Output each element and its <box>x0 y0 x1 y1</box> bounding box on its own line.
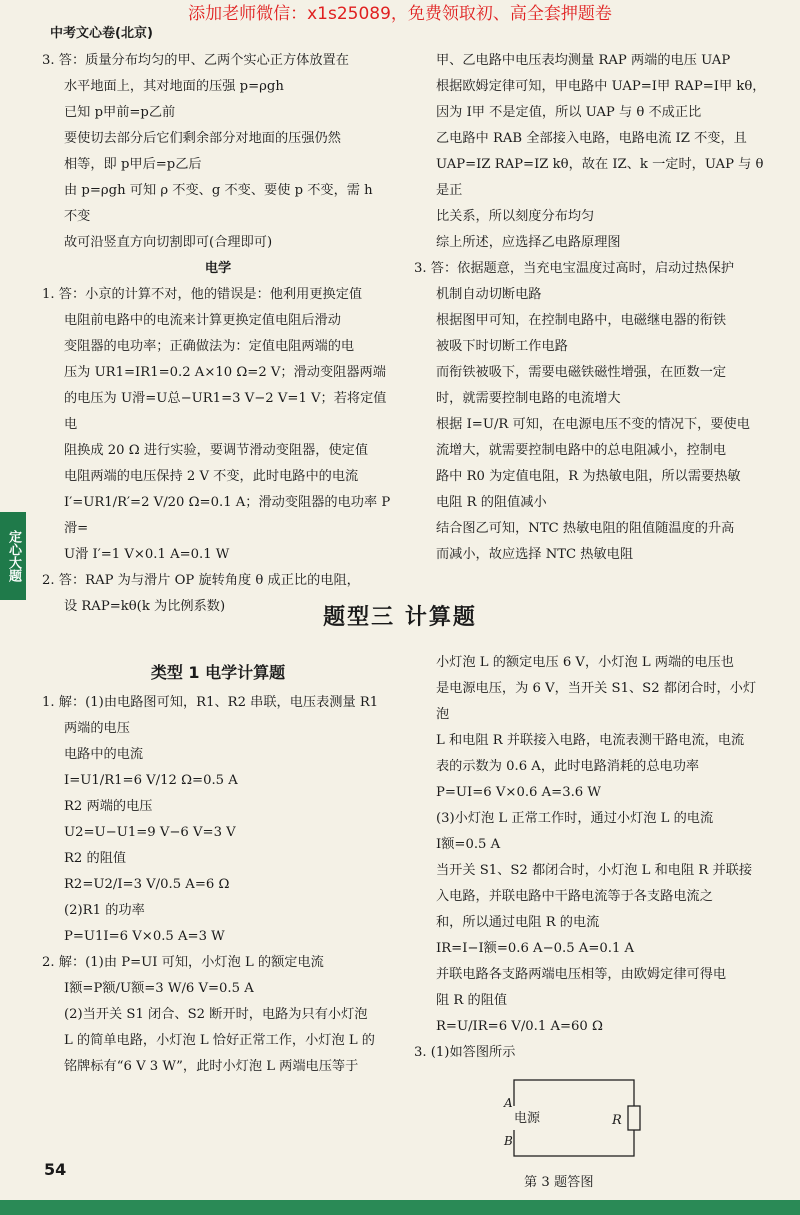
promo-banner: 添加老师微信：x1s25089，免费领取初、高全套押题卷 <box>188 4 612 24</box>
formula-line: I=U1/R1=6 V/12 Ω=0.5 A <box>64 773 238 788</box>
right-column-top <box>414 48 766 568</box>
text-line: 乙电路中 RAB 全部接入电路，电路电流 IZ 不变，且 <box>436 131 747 146</box>
text-line: 已知 p甲前=p乙前 <box>64 105 176 120</box>
text-line: 两端的电压 <box>64 721 130 736</box>
text-line: 阻 R 的阻值 <box>436 993 508 1008</box>
text-line: 电阻前电路中的电流来计算更换定值电阻后滑动 <box>64 313 341 328</box>
text-line: 阻换成 20 Ω 进行实验，要调节滑动变阻器，使定值 <box>64 443 369 458</box>
formula-line: R2=U2/I=3 V/0.5 A=6 Ω <box>64 877 230 892</box>
text-line: (3)小灯泡 L 正常工作时，通过小灯泡 L 的电流 <box>436 811 714 826</box>
formula-line: P=UI=6 V×0.6 A=3.6 W <box>436 785 601 800</box>
text-line: 压为 UR1=IR1=0.2 A×10 Ω=2 V；滑动变阻器两端 <box>64 365 386 380</box>
text-line: 机制自动切断电路 <box>436 287 542 302</box>
formula-line: I额=P额/U额=3 W/6 V=0.5 A <box>64 981 254 996</box>
left-column-bottom <box>42 660 394 1080</box>
text-line: 电阻 R 的阻值减小 <box>436 495 547 510</box>
text-line: (2)R1 的功率 <box>64 903 145 918</box>
text-line: 小灯泡 L 的额定电压 6 V，小灯泡 L 两端的电压也 <box>436 655 734 670</box>
text-line: 因为 I甲 不是定值，所以 UAP 与 θ 不成正比 <box>436 105 702 120</box>
text-line: 并联电路各支路两端电压相等，由欧姆定律可得电 <box>436 967 727 982</box>
label-source: 电源 <box>514 1111 541 1126</box>
section-title: 题型三 计算题 <box>323 605 477 630</box>
text-line: 设 RAP=kθ(k 为比例系数) <box>64 599 226 614</box>
circuit-diagram <box>474 1070 674 1170</box>
text-line: 相等，即 p甲后=p乙后 <box>64 157 202 172</box>
text-line: 结合图乙可知，NTC 热敏电阻的阻值随温度的升高 <box>436 521 735 536</box>
text-line: L 的简单电路，小灯泡 L 恰好正常工作，小灯泡 L 的 <box>64 1033 375 1048</box>
formula-line: U2=U−U1=9 V−6 V=3 V <box>64 825 236 840</box>
text-line: 3. 答：依据题意，当充电宝温度过高时，启动过热保护 <box>414 261 735 276</box>
page-number: 54 <box>44 1160 67 1179</box>
text-line: 是电源电压，为 6 V，当开关 S1、S2 都闭合时，小灯泡 <box>436 681 757 722</box>
text-line: 3. (1)如答图所示 <box>414 1045 516 1060</box>
text-line: 甲、乙电路中电压表均测量 RAP 两端的电压 UAP <box>436 53 731 68</box>
formula-line: R=U/IR=6 V/0.1 A=60 Ω <box>436 1019 603 1034</box>
text-line: 根据图甲可知，在控制电路中，电磁继电器的衔铁 <box>436 313 727 328</box>
formula-line: P=U1I=6 V×0.5 A=3 W <box>64 929 225 944</box>
right-column-bottom <box>414 650 766 1196</box>
formula-line: IR=I−I额=0.6 A−0.5 A=0.1 A <box>436 941 635 956</box>
formula-line: U滑 I′=1 V×0.1 A=0.1 W <box>64 547 230 562</box>
figure-caption: 第 3 题答图 <box>524 1175 594 1190</box>
label-a: A <box>504 1096 513 1110</box>
text-line: 根据 I=U/R 可知，在电源电压不变的情况下，要使电 <box>436 417 750 432</box>
book-header: 中考文心卷(北京) <box>50 26 153 41</box>
side-tab: 定心大题 <box>0 512 26 600</box>
text-line: 流增大，就需要控制电路中的总电阻减小，控制电 <box>436 443 727 458</box>
text-line: 电阻两端的电压保持 2 V 不变，此时电路中的电流 <box>64 469 359 484</box>
text-line: 路中 R0 为定值电阻，R 为热敏电阻，所以需要热敏 <box>436 469 741 484</box>
text-line: 1. 答：小京的计算不对，他的错误是：他利用更换定值 <box>42 287 363 302</box>
text-line: 1. 解：(1)由电路图可知，R1、R2 串联，电压表测量 R1 <box>42 695 379 710</box>
text-line: (2)当开关 S1 闭合、S2 断开时，电路为只有小灯泡 <box>64 1007 368 1022</box>
text-line: 电路中的电流 <box>64 747 144 762</box>
formula-line: I′=UR1/R′=2 V/20 Ω=0.1 A；滑动变阻器的电功率 P滑= <box>64 495 391 536</box>
text-line: 和，所以通过电阻 R 的电流 <box>436 915 600 930</box>
text-line: 故可沿竖直方向切割即可(合理即可) <box>64 235 273 250</box>
type-title: 类型 1 电学计算题 <box>150 663 286 682</box>
text-line: R2 两端的电压 <box>64 799 153 814</box>
circuit-svg <box>474 1070 674 1170</box>
subsection-heading: 电学 <box>204 261 232 276</box>
bottom-bar <box>0 1200 800 1215</box>
text-line: 铭牌标有“6 V 3 W”，此时小灯泡 L 两端电压等于 <box>64 1059 359 1074</box>
text-line: 入电路，并联电路中干路电流等于各支路电流之 <box>436 889 713 904</box>
text-line: 被吸下时切断工作电路 <box>436 339 568 354</box>
text-line: R2 的阻值 <box>64 851 127 866</box>
text-line: UAP=IZ RAP=IZ kθ，故在 IZ、k 一定时，UAP 与 θ 是正 <box>436 157 764 198</box>
text-line: 3. 答：质量分布均匀的甲、乙两个实心正方体放置在 <box>42 53 349 68</box>
text-line: 表的示数为 0.6 A，此时电路消耗的总电功率 <box>436 759 700 774</box>
text-line: 的电压为 U滑=U总−UR1=3 V−2 V=1 V；若将定值电 <box>64 391 387 432</box>
text-line: 变阻器的电功率；正确做法为：定值电阻两端的电 <box>64 339 355 354</box>
text-line: 2. 解：(1)由 P=UI 可知，小灯泡 L 的额定电流 <box>42 955 324 970</box>
text-line: 2. 答：RAP 为与滑片 OP 旋转角度 θ 成正比的电阻， <box>42 573 360 588</box>
text-line: 而衔铁被吸下，需要电磁铁磁性增强，在匝数一定 <box>436 365 727 380</box>
text-line: 根据欧姆定律可知，甲电路中 UAP=I甲 RAP=I甲 kθ， <box>436 79 766 94</box>
text-line: 综上所述，应选择乙电路原理图 <box>436 235 621 250</box>
resistor-symbol <box>628 1106 640 1130</box>
text-line: L 和电阻 R 并联接入电路，电流表测干路电流，电流 <box>436 733 745 748</box>
text-line: 要使切去部分后它们剩余部分对地面的压强仍然 <box>64 131 341 146</box>
text-line: 当开关 S1、S2 都闭合时，小灯泡 L 和电阻 R 并联接 <box>436 863 753 878</box>
text-line: 由 p=ρgh 可知 ρ 不变、g 不变、要使 p 不变，需 h <box>64 183 373 198</box>
left-column-top <box>42 48 394 620</box>
text-line: 而减小，故应选择 NTC 热敏电阻 <box>436 547 634 562</box>
label-r: R <box>612 1113 622 1128</box>
text-line: 不变 <box>64 209 91 224</box>
text-line: 时，就需要控制电路的电流增大 <box>436 391 621 406</box>
formula-line: I额=0.5 A <box>436 837 501 852</box>
text-line: 水平地面上，其对地面的压强 p=ρgh <box>64 79 284 94</box>
label-b: B <box>504 1134 513 1148</box>
text-line: 比关系，所以刻度分布均匀 <box>436 209 595 224</box>
